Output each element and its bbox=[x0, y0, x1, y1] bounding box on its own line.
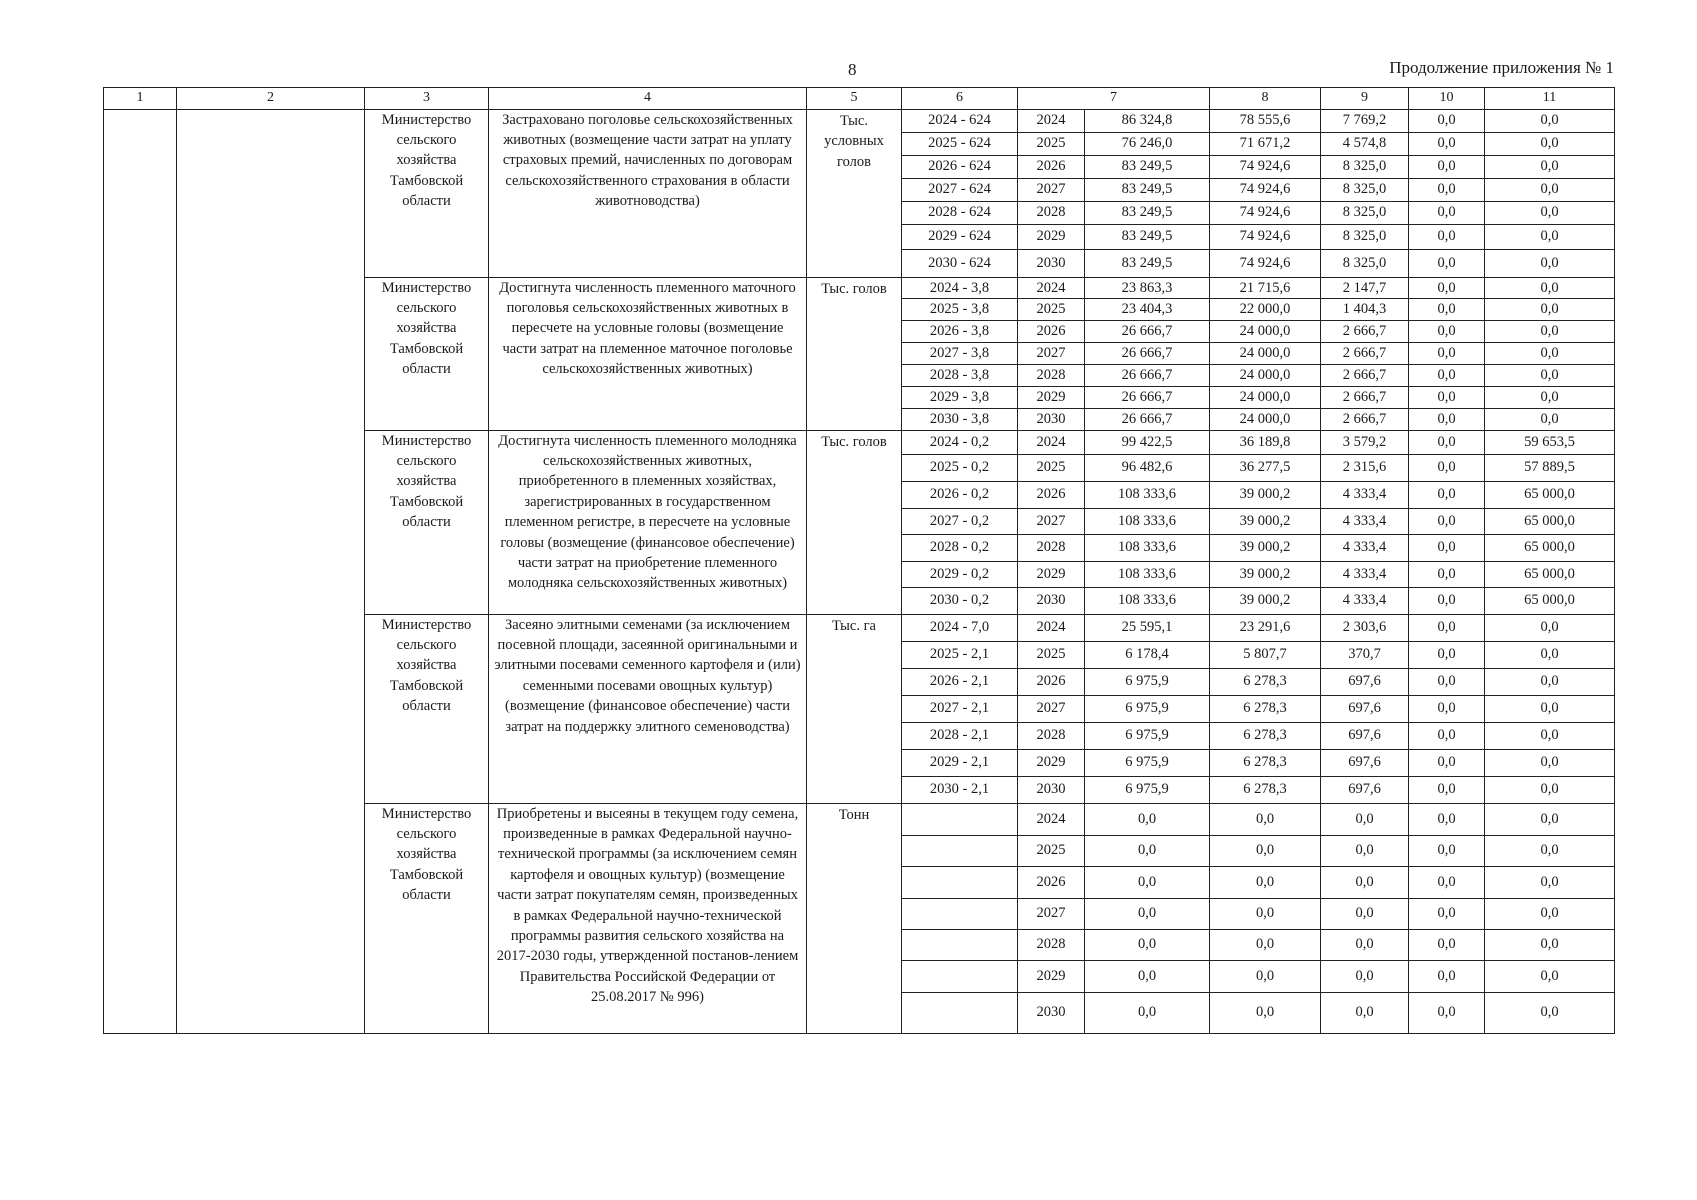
other-amount: 0,0 bbox=[1485, 722, 1615, 749]
local-amount: 0,0 bbox=[1409, 929, 1485, 960]
other-amount: 0,0 bbox=[1485, 960, 1615, 992]
local-amount: 0,0 bbox=[1409, 614, 1485, 641]
total-amount: 26 666,7 bbox=[1085, 408, 1210, 430]
year: 2030 bbox=[1018, 776, 1085, 803]
regional-amount: 4 333,4 bbox=[1321, 508, 1409, 534]
federal-amount: 6 278,3 bbox=[1210, 749, 1321, 776]
unit-of-measure: Тыс. га bbox=[807, 614, 902, 803]
federal-amount: 24 000,0 bbox=[1210, 364, 1321, 386]
total-amount: 0,0 bbox=[1085, 835, 1210, 866]
target-value: 2027 - 0,2 bbox=[902, 508, 1018, 534]
regional-amount: 8 325,0 bbox=[1321, 178, 1409, 201]
total-amount: 6 975,9 bbox=[1085, 776, 1210, 803]
target-value: 2030 - 2,1 bbox=[902, 776, 1018, 803]
total-amount: 108 333,6 bbox=[1085, 587, 1210, 614]
year: 2027 bbox=[1018, 343, 1085, 365]
regional-amount: 2 666,7 bbox=[1321, 364, 1409, 386]
regional-amount: 2 147,7 bbox=[1321, 277, 1409, 299]
responsible-org: Министерство сельского хозяйства Тамбовской области bbox=[365, 430, 489, 614]
regional-amount: 697,6 bbox=[1321, 695, 1409, 722]
target-value: 2024 - 0,2 bbox=[902, 430, 1018, 454]
indicator-description: Достигнута численность племенного молодняка сельскохозяйственных животных, приобретенного в племенных хозяйствах, зарегистрированных в государственном племенном регистре, в пересчете на условные головы (возмещение (финансовое обеспечение) части затрат на приобретение племенного молодняка сельскохозяйственных животных) bbox=[489, 430, 807, 614]
federal-amount: 74 924,6 bbox=[1210, 155, 1321, 178]
local-amount: 0,0 bbox=[1409, 408, 1485, 430]
target-value: 2029 - 2,1 bbox=[902, 749, 1018, 776]
federal-amount: 23 291,6 bbox=[1210, 614, 1321, 641]
local-amount: 0,0 bbox=[1409, 992, 1485, 1033]
total-amount: 76 246,0 bbox=[1085, 132, 1210, 155]
federal-amount: 6 278,3 bbox=[1210, 668, 1321, 695]
regional-amount: 8 325,0 bbox=[1321, 249, 1409, 277]
total-amount: 83 249,5 bbox=[1085, 155, 1210, 178]
year: 2028 bbox=[1018, 534, 1085, 561]
federal-amount: 0,0 bbox=[1210, 929, 1321, 960]
local-amount: 0,0 bbox=[1409, 776, 1485, 803]
target-value: 2028 - 624 bbox=[902, 201, 1018, 224]
federal-amount: 6 278,3 bbox=[1210, 695, 1321, 722]
total-amount: 26 666,7 bbox=[1085, 343, 1210, 365]
total-amount: 6 178,4 bbox=[1085, 641, 1210, 668]
local-amount: 0,0 bbox=[1409, 249, 1485, 277]
regional-amount: 8 325,0 bbox=[1321, 201, 1409, 224]
regional-amount: 0,0 bbox=[1321, 803, 1409, 835]
target-value: 2025 - 624 bbox=[902, 132, 1018, 155]
col-header-4: 4 bbox=[489, 88, 807, 110]
federal-amount: 74 924,6 bbox=[1210, 178, 1321, 201]
regional-amount: 697,6 bbox=[1321, 722, 1409, 749]
other-amount: 0,0 bbox=[1485, 224, 1615, 249]
target-value: 2027 - 3,8 bbox=[902, 343, 1018, 365]
local-amount: 0,0 bbox=[1409, 299, 1485, 321]
federal-amount: 6 278,3 bbox=[1210, 776, 1321, 803]
total-amount: 96 482,6 bbox=[1085, 454, 1210, 481]
year: 2028 bbox=[1018, 722, 1085, 749]
other-amount: 0,0 bbox=[1485, 408, 1615, 430]
target-value: 2028 - 0,2 bbox=[902, 534, 1018, 561]
regional-amount: 0,0 bbox=[1321, 992, 1409, 1033]
local-amount: 0,0 bbox=[1409, 481, 1485, 508]
other-amount: 65 000,0 bbox=[1485, 534, 1615, 561]
target-value: 2029 - 0,2 bbox=[902, 561, 1018, 587]
other-amount: 0,0 bbox=[1485, 668, 1615, 695]
target-value: 2024 - 3,8 bbox=[902, 277, 1018, 299]
local-amount: 0,0 bbox=[1409, 587, 1485, 614]
local-amount: 0,0 bbox=[1409, 508, 1485, 534]
federal-amount: 21 715,6 bbox=[1210, 277, 1321, 299]
year: 2026 bbox=[1018, 321, 1085, 343]
regional-amount: 2 666,7 bbox=[1321, 408, 1409, 430]
federal-amount: 39 000,2 bbox=[1210, 534, 1321, 561]
regional-amount: 0,0 bbox=[1321, 898, 1409, 929]
other-amount: 0,0 bbox=[1485, 614, 1615, 641]
other-amount: 0,0 bbox=[1485, 201, 1615, 224]
regional-amount: 697,6 bbox=[1321, 668, 1409, 695]
target-value: 2028 - 3,8 bbox=[902, 364, 1018, 386]
responsible-org: Министерство сельского хозяйства Тамбовской области bbox=[365, 614, 489, 803]
local-amount: 0,0 bbox=[1409, 668, 1485, 695]
indicator-description: Засеяно элитными семенами (за исключением посевной площади, засеянной оригинальными и элитными посевами семенного картофеля и (или) семенными посевами овощных культур) (возмещение (финансовое обеспечение) части затрат на поддержку элитного семеноводства) bbox=[489, 614, 807, 803]
other-amount: 0,0 bbox=[1485, 277, 1615, 299]
regional-amount: 2 666,7 bbox=[1321, 321, 1409, 343]
other-amount: 0,0 bbox=[1485, 992, 1615, 1033]
federal-amount: 6 278,3 bbox=[1210, 722, 1321, 749]
year: 2029 bbox=[1018, 224, 1085, 249]
total-amount: 83 249,5 bbox=[1085, 201, 1210, 224]
federal-amount: 0,0 bbox=[1210, 835, 1321, 866]
regional-amount: 0,0 bbox=[1321, 960, 1409, 992]
other-amount: 65 000,0 bbox=[1485, 508, 1615, 534]
other-amount: 65 000,0 bbox=[1485, 561, 1615, 587]
regional-amount: 8 325,0 bbox=[1321, 224, 1409, 249]
federal-amount: 36 277,5 bbox=[1210, 454, 1321, 481]
local-amount: 0,0 bbox=[1409, 866, 1485, 898]
year: 2025 bbox=[1018, 299, 1085, 321]
regional-amount: 2 666,7 bbox=[1321, 386, 1409, 408]
federal-amount: 0,0 bbox=[1210, 803, 1321, 835]
other-amount: 0,0 bbox=[1485, 898, 1615, 929]
federal-amount: 24 000,0 bbox=[1210, 321, 1321, 343]
regional-amount: 4 333,4 bbox=[1321, 534, 1409, 561]
total-amount: 26 666,7 bbox=[1085, 386, 1210, 408]
total-amount: 108 333,6 bbox=[1085, 534, 1210, 561]
total-amount: 6 975,9 bbox=[1085, 749, 1210, 776]
total-amount: 83 249,5 bbox=[1085, 224, 1210, 249]
local-amount: 0,0 bbox=[1409, 835, 1485, 866]
federal-amount: 78 555,6 bbox=[1210, 109, 1321, 132]
col-header-3: 3 bbox=[365, 88, 489, 110]
federal-amount: 0,0 bbox=[1210, 992, 1321, 1033]
local-amount: 0,0 bbox=[1409, 641, 1485, 668]
unit-of-measure: Тыс. голов bbox=[807, 430, 902, 614]
local-amount: 0,0 bbox=[1409, 109, 1485, 132]
other-amount: 0,0 bbox=[1485, 109, 1615, 132]
target-value: 2027 - 624 bbox=[902, 178, 1018, 201]
target-value: 2025 - 3,8 bbox=[902, 299, 1018, 321]
responsible-org: Министерство сельского хозяйства Тамбовской области bbox=[365, 109, 489, 277]
other-amount: 0,0 bbox=[1485, 299, 1615, 321]
target-value: 2030 - 624 bbox=[902, 249, 1018, 277]
target-value bbox=[902, 929, 1018, 960]
other-amount: 0,0 bbox=[1485, 803, 1615, 835]
target-value: 2029 - 624 bbox=[902, 224, 1018, 249]
indicator-description: Приобретены и высеяны в текущем году семена, произведенные в рамках Федеральной научно-технической программы (за исключением семян картофеля и овощных культур) (возмещение части затрат покупателям семян, произведенных в рамках Федеральной научно-технической программы развития сельского хозяйства на 2017-2030 годы, утвержденной постанов-лением Правительства Российской Федерации от 25.08.2017 № 996) bbox=[489, 803, 807, 1033]
target-value bbox=[902, 992, 1018, 1033]
year: 2029 bbox=[1018, 386, 1085, 408]
federal-amount: 24 000,0 bbox=[1210, 408, 1321, 430]
year: 2024 bbox=[1018, 803, 1085, 835]
target-value bbox=[902, 960, 1018, 992]
unit-of-measure: Тыс. условных голов bbox=[807, 109, 902, 277]
year: 2028 bbox=[1018, 201, 1085, 224]
continuation-label: Продолжение приложения № 1 bbox=[1389, 58, 1614, 77]
total-amount: 26 666,7 bbox=[1085, 321, 1210, 343]
total-amount: 0,0 bbox=[1085, 866, 1210, 898]
year: 2030 bbox=[1018, 408, 1085, 430]
total-amount: 108 333,6 bbox=[1085, 561, 1210, 587]
target-value: 2026 - 0,2 bbox=[902, 481, 1018, 508]
year: 2026 bbox=[1018, 866, 1085, 898]
col-header-9: 9 bbox=[1321, 88, 1409, 110]
federal-amount: 24 000,0 bbox=[1210, 343, 1321, 365]
local-amount: 0,0 bbox=[1409, 386, 1485, 408]
appendix-table bbox=[103, 87, 1615, 1034]
local-amount: 0,0 bbox=[1409, 430, 1485, 454]
total-amount: 0,0 bbox=[1085, 992, 1210, 1033]
year: 2025 bbox=[1018, 835, 1085, 866]
col-header-2: 2 bbox=[177, 88, 365, 110]
total-amount: 0,0 bbox=[1085, 929, 1210, 960]
federal-amount: 5 807,7 bbox=[1210, 641, 1321, 668]
responsible-org: Министерство сельского хозяйства Тамбовской области bbox=[365, 803, 489, 1033]
total-amount: 108 333,6 bbox=[1085, 508, 1210, 534]
regional-amount: 0,0 bbox=[1321, 866, 1409, 898]
local-amount: 0,0 bbox=[1409, 132, 1485, 155]
local-amount: 0,0 bbox=[1409, 224, 1485, 249]
col-header-8: 8 bbox=[1210, 88, 1321, 110]
year: 2027 bbox=[1018, 695, 1085, 722]
total-amount: 23 404,3 bbox=[1085, 299, 1210, 321]
target-value: 2024 - 7,0 bbox=[902, 614, 1018, 641]
regional-amount: 0,0 bbox=[1321, 929, 1409, 960]
local-amount: 0,0 bbox=[1409, 321, 1485, 343]
total-amount: 0,0 bbox=[1085, 803, 1210, 835]
local-amount: 0,0 bbox=[1409, 277, 1485, 299]
other-amount: 0,0 bbox=[1485, 866, 1615, 898]
year: 2027 bbox=[1018, 178, 1085, 201]
year: 2024 bbox=[1018, 109, 1085, 132]
other-amount: 0,0 bbox=[1485, 343, 1615, 365]
total-amount: 83 249,5 bbox=[1085, 178, 1210, 201]
total-amount: 99 422,5 bbox=[1085, 430, 1210, 454]
target-value: 2026 - 2,1 bbox=[902, 668, 1018, 695]
local-amount: 0,0 bbox=[1409, 534, 1485, 561]
federal-amount: 0,0 bbox=[1210, 960, 1321, 992]
col-header-6: 6 bbox=[902, 88, 1018, 110]
col-header-5: 5 bbox=[807, 88, 902, 110]
regional-amount: 2 303,6 bbox=[1321, 614, 1409, 641]
other-amount: 0,0 bbox=[1485, 364, 1615, 386]
federal-amount: 74 924,6 bbox=[1210, 249, 1321, 277]
other-amount: 0,0 bbox=[1485, 835, 1615, 866]
federal-amount: 36 189,8 bbox=[1210, 430, 1321, 454]
federal-amount: 74 924,6 bbox=[1210, 224, 1321, 249]
year: 2026 bbox=[1018, 481, 1085, 508]
total-amount: 6 975,9 bbox=[1085, 695, 1210, 722]
local-amount: 0,0 bbox=[1409, 561, 1485, 587]
federal-amount: 39 000,2 bbox=[1210, 508, 1321, 534]
other-amount: 0,0 bbox=[1485, 178, 1615, 201]
total-amount: 83 249,5 bbox=[1085, 249, 1210, 277]
federal-amount: 71 671,2 bbox=[1210, 132, 1321, 155]
col-header-11: 11 bbox=[1485, 88, 1615, 110]
responsible-org: Министерство сельского хозяйства Тамбовской области bbox=[365, 277, 489, 430]
indicator-description: Застраховано поголовье сельскохозяйственных животных (возмещение части затрат на уплату страховых премий, начисленных по договорам сельскохозяйственного страхования в области животноводства) bbox=[489, 109, 807, 277]
col1-cell bbox=[104, 109, 177, 1033]
year: 2024 bbox=[1018, 430, 1085, 454]
federal-amount: 22 000,0 bbox=[1210, 299, 1321, 321]
federal-amount: 24 000,0 bbox=[1210, 386, 1321, 408]
unit-of-measure: Тонн bbox=[807, 803, 902, 1033]
target-value: 2026 - 3,8 bbox=[902, 321, 1018, 343]
year: 2030 bbox=[1018, 587, 1085, 614]
regional-amount: 4 333,4 bbox=[1321, 481, 1409, 508]
page-number: 8 bbox=[848, 60, 857, 79]
other-amount: 0,0 bbox=[1485, 776, 1615, 803]
federal-amount: 74 924,6 bbox=[1210, 201, 1321, 224]
federal-amount: 39 000,2 bbox=[1210, 561, 1321, 587]
other-amount: 59 653,5 bbox=[1485, 430, 1615, 454]
year: 2025 bbox=[1018, 454, 1085, 481]
federal-amount: 0,0 bbox=[1210, 866, 1321, 898]
col-header-10: 10 bbox=[1409, 88, 1485, 110]
regional-amount: 4 333,4 bbox=[1321, 561, 1409, 587]
regional-amount: 697,6 bbox=[1321, 776, 1409, 803]
other-amount: 0,0 bbox=[1485, 386, 1615, 408]
col-header-1: 1 bbox=[104, 88, 177, 110]
year: 2027 bbox=[1018, 898, 1085, 929]
federal-amount: 0,0 bbox=[1210, 898, 1321, 929]
regional-amount: 3 579,2 bbox=[1321, 430, 1409, 454]
total-amount: 86 324,8 bbox=[1085, 109, 1210, 132]
target-value bbox=[902, 803, 1018, 835]
other-amount: 0,0 bbox=[1485, 929, 1615, 960]
target-value: 2029 - 3,8 bbox=[902, 386, 1018, 408]
unit-of-measure: Тыс. голов bbox=[807, 277, 902, 430]
target-value: 2026 - 624 bbox=[902, 155, 1018, 178]
year: 2029 bbox=[1018, 749, 1085, 776]
other-amount: 0,0 bbox=[1485, 321, 1615, 343]
total-amount: 108 333,6 bbox=[1085, 481, 1210, 508]
local-amount: 0,0 bbox=[1409, 898, 1485, 929]
year: 2029 bbox=[1018, 960, 1085, 992]
other-amount: 65 000,0 bbox=[1485, 587, 1615, 614]
year: 2028 bbox=[1018, 929, 1085, 960]
total-amount: 26 666,7 bbox=[1085, 364, 1210, 386]
target-value: 2025 - 0,2 bbox=[902, 454, 1018, 481]
target-value: 2030 - 3,8 bbox=[902, 408, 1018, 430]
total-amount: 0,0 bbox=[1085, 960, 1210, 992]
local-amount: 0,0 bbox=[1409, 454, 1485, 481]
regional-amount: 2 666,7 bbox=[1321, 343, 1409, 365]
local-amount: 0,0 bbox=[1409, 201, 1485, 224]
regional-amount: 697,6 bbox=[1321, 749, 1409, 776]
target-value bbox=[902, 866, 1018, 898]
federal-amount: 39 000,2 bbox=[1210, 587, 1321, 614]
target-value: 2024 - 624 bbox=[902, 109, 1018, 132]
regional-amount: 4 574,8 bbox=[1321, 132, 1409, 155]
local-amount: 0,0 bbox=[1409, 722, 1485, 749]
local-amount: 0,0 bbox=[1409, 749, 1485, 776]
total-amount: 25 595,1 bbox=[1085, 614, 1210, 641]
target-value: 2027 - 2,1 bbox=[902, 695, 1018, 722]
year: 2025 bbox=[1018, 641, 1085, 668]
regional-amount: 370,7 bbox=[1321, 641, 1409, 668]
year: 2030 bbox=[1018, 992, 1085, 1033]
indicator-description: Достигнута численность племенного маточного поголовья сельскохозяйственных животных в пересчете на условные головы (возмещение части затрат на племенное маточное поголовье сельскохозяйственных животных) bbox=[489, 277, 807, 430]
target-value bbox=[902, 898, 1018, 929]
year: 2029 bbox=[1018, 561, 1085, 587]
local-amount: 0,0 bbox=[1409, 155, 1485, 178]
other-amount: 65 000,0 bbox=[1485, 481, 1615, 508]
local-amount: 0,0 bbox=[1409, 178, 1485, 201]
target-value bbox=[902, 835, 1018, 866]
table-row bbox=[104, 109, 1615, 132]
year: 2028 bbox=[1018, 364, 1085, 386]
local-amount: 0,0 bbox=[1409, 960, 1485, 992]
local-amount: 0,0 bbox=[1409, 803, 1485, 835]
regional-amount: 4 333,4 bbox=[1321, 587, 1409, 614]
regional-amount: 8 325,0 bbox=[1321, 155, 1409, 178]
regional-amount: 7 769,2 bbox=[1321, 109, 1409, 132]
local-amount: 0,0 bbox=[1409, 695, 1485, 722]
col2-cell bbox=[177, 109, 365, 1033]
year: 2027 bbox=[1018, 508, 1085, 534]
local-amount: 0,0 bbox=[1409, 343, 1485, 365]
total-amount: 6 975,9 bbox=[1085, 668, 1210, 695]
federal-amount: 39 000,2 bbox=[1210, 481, 1321, 508]
other-amount: 0,0 bbox=[1485, 155, 1615, 178]
year: 2024 bbox=[1018, 614, 1085, 641]
col-header-7: 7 bbox=[1018, 88, 1210, 110]
year: 2024 bbox=[1018, 277, 1085, 299]
other-amount: 57 889,5 bbox=[1485, 454, 1615, 481]
target-value: 2028 - 2,1 bbox=[902, 722, 1018, 749]
year: 2030 bbox=[1018, 249, 1085, 277]
target-value: 2025 - 2,1 bbox=[902, 641, 1018, 668]
year: 2026 bbox=[1018, 155, 1085, 178]
other-amount: 0,0 bbox=[1485, 749, 1615, 776]
regional-amount: 1 404,3 bbox=[1321, 299, 1409, 321]
other-amount: 0,0 bbox=[1485, 641, 1615, 668]
year: 2026 bbox=[1018, 668, 1085, 695]
regional-amount: 0,0 bbox=[1321, 835, 1409, 866]
other-amount: 0,0 bbox=[1485, 249, 1615, 277]
other-amount: 0,0 bbox=[1485, 132, 1615, 155]
other-amount: 0,0 bbox=[1485, 695, 1615, 722]
target-value: 2030 - 0,2 bbox=[902, 587, 1018, 614]
column-number-row bbox=[104, 88, 1615, 110]
total-amount: 6 975,9 bbox=[1085, 722, 1210, 749]
regional-amount: 2 315,6 bbox=[1321, 454, 1409, 481]
year: 2025 bbox=[1018, 132, 1085, 155]
local-amount: 0,0 bbox=[1409, 364, 1485, 386]
total-amount: 0,0 bbox=[1085, 898, 1210, 929]
total-amount: 23 863,3 bbox=[1085, 277, 1210, 299]
